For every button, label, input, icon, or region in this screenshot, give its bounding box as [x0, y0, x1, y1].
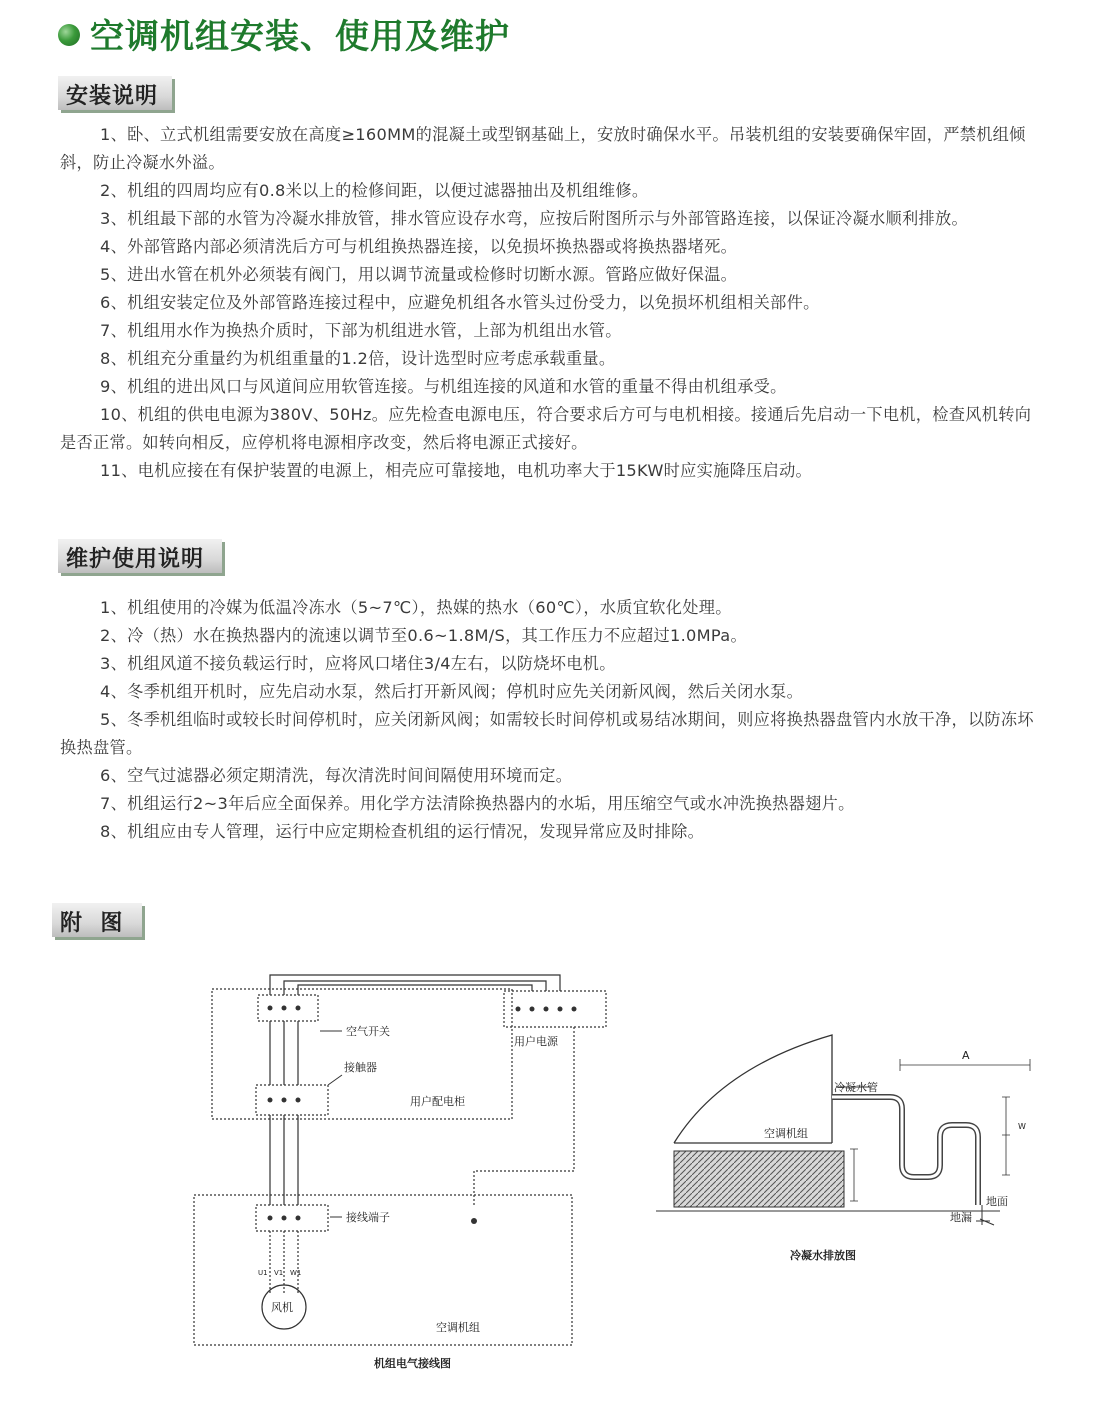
install-item: 8、机组充分重量约为机组重量的1.2倍，设计选型时应考虑承载重量。 — [100, 349, 616, 368]
unit-label: 空调机组 — [436, 1321, 480, 1334]
unit-shape — [674, 1035, 832, 1143]
maintain-item: 2、冷（热）水在换热器内的流速以调节至0.6~1.8M/S，其工作压力不应超过1.0MPa。 — [100, 626, 747, 645]
motor-label: 风机 — [271, 1301, 293, 1314]
drain-caption: 冷凝水排放图 — [790, 1249, 856, 1262]
maintain-item: 7、机组运行2~3年后应全面保养。用化学方法清除换热器内的水垢，用压缩空气或水冲洗换热器翅片。 — [100, 794, 855, 813]
install-item: 3、机组最下部的水管为冷凝水排放管，排水管应设存水弯，应按后附图所示与外部管路连接，以保证冷凝水顺利排放。 — [100, 209, 968, 228]
install-item: 10、机组的供电电源为380V、50Hz。应先检查电源电压，符合要求后方可与电机相接。接通后先启动一下电机，检查风机转向是否正常。如转向相反，应停机将电源相序改变，然后将电源正式接好。 — [60, 405, 1032, 452]
base-hatch — [674, 1151, 844, 1207]
user-power-label: 用户电源 — [514, 1035, 558, 1048]
maintain-heading: 维护使用说明 — [66, 547, 205, 572]
terminal-w1: W1 — [290, 1269, 302, 1277]
maintain-item: 1、机组使用的冷媒为低温冷冻水（5~7℃），热媒的热水（60℃），水质宜软化处理。 — [100, 598, 732, 617]
install-item: 5、进出水管在机外必须装有阀门，用以调节流量或检修时切断水源。管路应做好保温。 — [100, 265, 738, 284]
maintain-item: 5、冬季机组临时或较长时间停机时，应关闭新风阀；如需较长时间停机或易结冰期间，则应将换热器盘管内水放干净，以防冻坏换热盘管。 — [60, 710, 1034, 757]
contactor-block — [256, 1085, 328, 1115]
appendix-heading-block — [52, 903, 146, 937]
appendix-heading: 附 图 — [60, 911, 124, 936]
page-title-block — [58, 10, 510, 56]
user-panel-label: 用户配电柜 — [410, 1095, 465, 1108]
title-bullet-icon — [58, 24, 80, 46]
wiring-diagram — [170, 965, 640, 1375]
user-panel-box — [212, 989, 512, 1119]
install-item: 6、机组安装定位及外部管路连接过程中，应避免机组各水管头过份受力，以免损坏机组相关部件。 — [100, 293, 820, 312]
install-list — [60, 121, 1040, 485]
dim-a-label: A — [962, 1049, 970, 1062]
install-item: 1、卧、立式机组需要安放在高度≥160MM的混凝土或型钢基础上，安放时确保水平。吊装机组的安装要确保牢固，严禁机组倾斜，防止冷凝水外溢。 — [60, 125, 1026, 172]
contactor-label: 接触器 — [344, 1061, 377, 1074]
terminal-u1: U1 — [258, 1269, 268, 1277]
install-item: 4、外部管路内部必须清洗后方可与机组换热器连接，以免损坏换热器或将换热器堵死。 — [100, 237, 738, 256]
air-switch-block — [258, 995, 318, 1021]
maintain-heading-block — [58, 539, 226, 573]
maintain-item: 8、机组应由专人管理，运行中应定期检查机组的运行情况，发现异常应及时排除。 — [100, 822, 705, 841]
floor-drain-label: 地漏 — [950, 1211, 972, 1224]
install-item: 7、机组用水作为换热介质时，下部为机组进水管，上部为机组出水管。 — [100, 321, 622, 340]
install-heading: 安装说明 — [66, 84, 159, 109]
wiring-caption: 机组电气接线图 — [374, 1357, 451, 1370]
install-item: 2、机组的四周均应有0.8米以上的检修间距，以便过滤器抽出及机组维修。 — [100, 181, 649, 200]
ground-label: 地面 — [986, 1195, 1008, 1208]
install-item: 9、机组的进出风口与风道间应用软管连接。与机组连接的风道和水管的重量不得由机组承受。 — [100, 377, 787, 396]
terminal-v1: V1 — [274, 1269, 284, 1277]
terminal-block — [256, 1205, 328, 1231]
maintain-list — [60, 594, 1040, 846]
air-switch-label: 空气开关 — [346, 1025, 390, 1038]
pipe-label: 冷凝水管 — [834, 1081, 878, 1094]
dim-w-label: W — [1018, 1122, 1026, 1131]
install-heading-block — [58, 76, 176, 110]
maintain-item: 3、机组风道不接负载运行时，应将风口堵住3/4左右，以防烧坏电机。 — [100, 654, 616, 673]
drain-diagram — [650, 1025, 1050, 1270]
maintain-item: 4、冬季机组开机时，应先启动水泵，然后打开新风阀；停机时应先关闭新风阀，然后关闭水泵。 — [100, 682, 804, 701]
install-item: 11、电机应接在有保护装置的电源上，相壳应可靠接地，电机功率大于15KW时应实施降压启动。 — [100, 461, 813, 480]
maintain-item: 6、空气过滤器必须定期清洗，每次清洗时间间隔使用环境而定。 — [100, 766, 573, 785]
unit-label-drain: 空调机组 — [764, 1127, 808, 1140]
terminal-label: 接线端子 — [346, 1211, 390, 1224]
page-title: 空调机组安装、使用及维护 — [90, 16, 510, 57]
